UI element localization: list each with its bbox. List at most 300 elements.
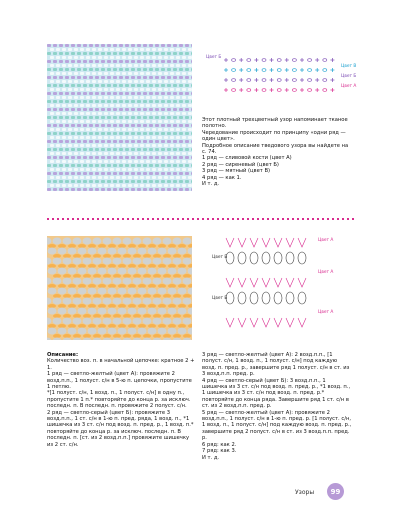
tweed-stitch: [131, 76, 135, 79]
tweed-stitch: [65, 156, 69, 159]
tweed-stitch: [134, 72, 138, 75]
description-line: Этот плотный трехцветный узор напоминает тканое полотно.: [202, 117, 348, 130]
tweed-stitch: [152, 56, 156, 59]
tweed-stitch: [74, 176, 78, 179]
tweed-stitch: [56, 104, 60, 107]
tweed-stitch: [125, 148, 129, 151]
tweed-stitch: [128, 184, 132, 187]
tweed-stitch: [173, 172, 177, 175]
tweed-stitch: [188, 104, 192, 107]
tweed-stitch: [101, 108, 105, 111]
tweed-stitch: [56, 80, 60, 83]
v-stitch-symbol: [262, 318, 270, 327]
tweed-stitch: [128, 88, 132, 91]
tweed-stitch: [185, 116, 189, 119]
yellow-stitch: [158, 244, 166, 248]
tweed-stitch: [182, 184, 186, 187]
tweed-stitch: [164, 112, 168, 115]
bobble-stitch: [58, 248, 67, 255]
bobble-stitch: [113, 298, 122, 305]
tweed-stitch: [188, 48, 192, 51]
tweed-stitch: [56, 112, 60, 115]
instruction-paragraph: Количество воз. п. в начальной цепочке: кратное 2 + 1.: [47, 358, 195, 371]
tweed-stitch: [173, 108, 177, 111]
tweed-stitch: [98, 144, 102, 147]
tweed-stitch: [53, 164, 57, 167]
tweed-stitch: [101, 172, 105, 175]
tweed-stitch: [92, 88, 96, 91]
tweed-stitch: [137, 44, 141, 47]
tweed-stitch: [59, 188, 63, 191]
chain-symbol: [262, 79, 266, 82]
tweed-stitch: [89, 164, 93, 167]
tweed-stitch: [74, 64, 78, 67]
tweed-stitch: [149, 156, 153, 159]
yellow-stitch: [53, 294, 61, 298]
tweed-stitch: [110, 80, 114, 83]
tweed-stitch: [116, 120, 120, 123]
bobble-stitch: [78, 328, 87, 335]
yellow-stitch: [158, 304, 166, 308]
tweed-stitch: [113, 60, 117, 63]
chain-symbol: [247, 69, 251, 72]
tweed-stitch: [92, 72, 96, 75]
tweed-stitch: [50, 152, 54, 155]
tweed-stitch: [173, 52, 177, 55]
tweed-stitch: [158, 136, 162, 139]
tweed-stitch: [65, 116, 69, 119]
tweed-stitch: [104, 144, 108, 147]
tweed-stitch: [152, 120, 156, 123]
yellow-stitch: [133, 294, 141, 298]
tweed-stitch: [116, 136, 120, 139]
tweed-stitch: [161, 172, 165, 175]
tweed-stitch: [119, 172, 123, 175]
top-pattern-description: [202, 117, 352, 187]
chain-symbol: [323, 89, 327, 92]
tweed-stitch: [155, 124, 159, 127]
yellow-stitch: [113, 334, 121, 338]
tweed-stitch: [149, 68, 153, 71]
yellow-stitch: [113, 254, 121, 258]
tweed-stitch: [155, 60, 159, 63]
tweed-stitch: [89, 108, 93, 111]
tweed-stitch: [143, 172, 147, 175]
tweed-stitch: [113, 188, 117, 191]
tweed-stitch: [125, 172, 129, 175]
tweed-stitch: [47, 172, 51, 175]
tweed-stitch: [149, 100, 153, 103]
tweed-stitch: [74, 184, 78, 187]
yellow-stitch: [158, 264, 166, 268]
v-stitch-symbol: [286, 318, 294, 327]
bottom-chart-label-3: Цвет А: [318, 270, 334, 275]
tweed-stitch: [59, 164, 63, 167]
tweed-stitch: [77, 132, 81, 135]
bobble-stitch: [168, 308, 177, 315]
tweed-stitch: [53, 188, 57, 191]
tweed-stitch: [146, 104, 150, 107]
tweed-stitch: [140, 72, 144, 75]
bobble-stitch: [73, 238, 82, 245]
tweed-stitch: [161, 44, 165, 47]
bobble-stitch: [68, 248, 77, 255]
chain-symbol: [277, 89, 281, 92]
yellow-stitch: [73, 254, 81, 258]
tweed-stitch: [110, 72, 114, 75]
tweed-stitch: [146, 96, 150, 99]
tweed-stitch: [110, 112, 114, 115]
bobble-symbol: [298, 252, 306, 264]
bobble-stitch: [123, 318, 132, 325]
tweed-stitch: [140, 176, 144, 179]
tweed-stitch: [146, 80, 150, 83]
tweed-stitch: [152, 128, 156, 131]
tweed-stitch: [89, 60, 93, 63]
tweed-stitch: [137, 100, 141, 103]
instruction-paragraph: 2 ряд — светло-серый (цвет Б): провяжите 3 возд.п.п., 1 ст. с/н в 1-ю п. пред. ряда, 1 возд. п., *1 шишечка из 3 ст. с/н под возд. п. пред. р., 1 возд. п.* повторяйте до конца р. за исключ. последн. п. В последн. п. [ст. из 2 возд.п.п.] провяжите шишечку из 2 ст. с/н.: [47, 409, 194, 448]
yellow-stitch: [153, 274, 161, 278]
tweed-stitch: [113, 76, 117, 79]
tweed-stitch: [62, 152, 66, 155]
tweed-stitch: [122, 128, 126, 131]
tweed-stitch: [80, 176, 84, 179]
tweed-stitch: [167, 92, 171, 95]
tweed-stitch: [152, 80, 156, 83]
bobble-stitch: [93, 278, 102, 285]
bobble-stitch: [103, 298, 112, 305]
tweed-stitch: [137, 140, 141, 143]
yellow-stitch: [93, 334, 101, 338]
tweed-stitch: [65, 76, 69, 79]
tweed-stitch: [158, 128, 162, 131]
chain-symbol: [308, 79, 312, 82]
bobble-symbol: [286, 252, 294, 264]
bobble-stitch: [53, 298, 62, 305]
top-chart-label-1: Цвет Б: [206, 55, 222, 60]
v-stitch-symbol: [274, 238, 282, 247]
tweed-stitch: [122, 48, 126, 51]
yellow-stitch: [183, 334, 191, 338]
tweed-stitch: [113, 164, 117, 167]
tweed-stitch: [179, 92, 183, 95]
bobble-stitch: [178, 288, 187, 295]
bobble-stitch: [158, 328, 167, 335]
tweed-stitch: [86, 48, 90, 51]
tweed-stitch: [146, 136, 150, 139]
bobble-stitch: [88, 328, 97, 335]
tweed-stitch: [74, 128, 78, 131]
tweed-stitch: [62, 104, 66, 107]
yellow-stitch: [98, 284, 106, 288]
tweed-stitch: [110, 88, 114, 91]
tweed-stitch: [80, 168, 84, 171]
tweed-stitch: [188, 176, 192, 179]
tweed-stitch: [47, 132, 51, 135]
tweed-stitch: [80, 72, 84, 75]
tweed-stitch: [161, 140, 165, 143]
bobble-stitch: [128, 248, 137, 255]
tweed-stitch: [134, 184, 138, 187]
yellow-stitch: [93, 294, 101, 298]
bobble-stitch: [143, 278, 152, 285]
tweed-stitch: [125, 180, 129, 183]
tweed-stitch: [116, 128, 120, 131]
tweed-stitch: [143, 148, 147, 151]
tweed-stitch: [161, 60, 165, 63]
tweed-stitch: [140, 56, 144, 59]
tweed-stitch: [185, 148, 189, 151]
tweed-stitch: [98, 72, 102, 75]
tweed-stitch: [125, 156, 129, 159]
tweed-stitch: [188, 72, 192, 75]
tweed-stitch: [92, 112, 96, 115]
tweed-stitch: [92, 128, 96, 131]
row-instruction: 4 ряд — как 1.: [202, 174, 242, 181]
bobble-stitch: [128, 328, 137, 335]
tweed-stitch: [56, 176, 60, 179]
tweed-stitch: [104, 128, 108, 131]
tweed-stitch: [134, 160, 138, 163]
tweed-stitch: [95, 76, 99, 79]
tweed-stitch: [68, 104, 72, 107]
tweed-stitch: [167, 124, 171, 127]
chain-symbol: [277, 79, 281, 82]
bobble-stitch: [133, 238, 142, 245]
yellow-stitch: [83, 334, 91, 338]
tweed-stitch: [92, 96, 96, 99]
tweed-stitch: [89, 124, 93, 127]
bobble-stitch: [78, 288, 87, 295]
instruction-paragraph: 3 ряд — светло-желтый (цвет А): 2 возд.п.п., [1 полуст. с/н, 1 возд. п., 1 полуст. с/н] под каждую возд. п. пред. р., завершите ряд 1 полуст. с/н в ст. из 3 возд.п.п. пред. р.: [202, 352, 350, 378]
tweed-stitch: [65, 148, 69, 151]
tweed-stitch: [176, 176, 180, 179]
tweed-stitch: [176, 160, 180, 163]
yellow-stitch: [143, 314, 151, 318]
tweed-stitch: [50, 88, 54, 91]
bobble-stitch: [63, 298, 72, 305]
yellow-stitch: [78, 284, 86, 288]
tweed-stitch: [80, 48, 84, 51]
tweed-stitch: [155, 156, 159, 159]
v-stitch-symbol: [238, 318, 246, 327]
yellow-stitch: [78, 324, 86, 328]
tweed-stitch: [83, 84, 87, 87]
tweed-stitch: [74, 96, 78, 99]
tweed-stitch: [128, 112, 132, 115]
yellow-stitch: [163, 254, 171, 258]
tweed-stitch: [146, 112, 150, 115]
bobble-stitch: [173, 238, 182, 245]
tweed-stitch: [59, 68, 63, 71]
tweed-stitch: [119, 68, 123, 71]
bobble-stitch: [173, 258, 182, 265]
v-stitch-symbol: [226, 318, 234, 327]
tweed-stitch: [77, 148, 81, 151]
tweed-stitch: [122, 104, 126, 107]
yellow-stitch: [63, 274, 71, 278]
tweed-stitch: [59, 148, 63, 151]
tweed-stitch: [137, 116, 141, 119]
tweed-stitch: [155, 132, 159, 135]
tweed-stitch: [107, 124, 111, 127]
tweed-stitch: [140, 152, 144, 155]
tweed-stitch: [182, 136, 186, 139]
top-chart-label-4: Цвет А: [341, 84, 357, 89]
tweed-stitch: [161, 68, 165, 71]
v-stitch-symbol: [238, 238, 246, 247]
tweed-stitch: [140, 104, 144, 107]
tweed-stitch: [59, 132, 63, 135]
bobble-symbol: [262, 252, 270, 264]
yellow-stitch: [48, 284, 56, 288]
tweed-stitch: [59, 180, 63, 183]
tweed-stitch: [47, 92, 51, 95]
tweed-stitch: [164, 64, 168, 67]
chain-symbol: [277, 59, 281, 62]
tweed-stitch: [80, 184, 84, 187]
tweed-stitch: [158, 64, 162, 67]
tweed-stitch: [164, 80, 168, 83]
bobble-stitch: [108, 268, 117, 275]
chain-symbol: [292, 59, 296, 62]
tweed-stitch: [161, 52, 165, 55]
v-stitch-symbol: [262, 278, 270, 287]
yellow-stitch: [138, 264, 146, 268]
bobble-stitch: [98, 308, 107, 315]
tweed-stitch: [74, 120, 78, 123]
tweed-stitch: [140, 128, 144, 131]
tweed-stitch: [50, 184, 54, 187]
tweed-stitch: [50, 120, 54, 123]
tweed-stitch: [122, 136, 126, 139]
bobble-stitch: [183, 278, 192, 285]
tweed-stitch: [149, 108, 153, 111]
tweed-stitch: [143, 140, 147, 143]
tweed-stitch: [170, 64, 174, 67]
chain-symbol: [232, 69, 236, 72]
tweed-stitch: [140, 96, 144, 99]
yellow-stitch: [93, 314, 101, 318]
tweed-stitch: [182, 176, 186, 179]
tweed-stitch: [101, 60, 105, 63]
yellow-stitch: [128, 324, 136, 328]
tweed-stitch: [155, 76, 159, 79]
tweed-stitch: [95, 172, 99, 175]
tweed-stitch: [185, 188, 189, 191]
tweed-stitch: [83, 76, 87, 79]
bobble-stitch: [168, 268, 177, 275]
chain-symbol: [247, 79, 251, 82]
bobble-stitch: [73, 278, 82, 285]
tweed-stitch: [62, 128, 66, 131]
yellow-stitch: [108, 244, 116, 248]
tweed-stitch: [65, 84, 69, 87]
tweed-stitch: [74, 144, 78, 147]
tweed-stitch: [158, 120, 162, 123]
tweed-stitch: [149, 92, 153, 95]
yellow-stitch: [118, 284, 126, 288]
tweed-stitch: [182, 56, 186, 59]
tweed-stitch: [107, 164, 111, 167]
bobble-stitch: [48, 268, 57, 275]
chain-symbol: [308, 59, 312, 62]
tweed-stitch: [143, 116, 147, 119]
tweed-stitch: [80, 160, 84, 163]
tweed-stitch: [185, 140, 189, 143]
bobble-stitch: [58, 288, 67, 295]
tweed-stitch: [116, 176, 120, 179]
yellow-stitch: [83, 314, 91, 318]
yellow-stitch: [113, 294, 121, 298]
chain-symbol: [323, 79, 327, 82]
tweed-stitch: [113, 140, 117, 143]
yellow-stitch: [143, 254, 151, 258]
tweed-stitch: [164, 168, 168, 171]
tweed-stitch: [188, 184, 192, 187]
tweed-stitch: [158, 72, 162, 75]
tweed-stitch: [101, 116, 105, 119]
tweed-stitch: [176, 128, 180, 131]
tweed-stitch: [122, 80, 126, 83]
tweed-stitch: [131, 164, 135, 167]
tweed-stitch: [68, 176, 72, 179]
tweed-stitch: [95, 68, 99, 71]
tweed-stitch: [74, 48, 78, 51]
tweed-stitch: [182, 168, 186, 171]
yellow-stitch: [118, 244, 126, 248]
tweed-stitch: [89, 132, 93, 135]
tweed-stitch: [134, 80, 138, 83]
tweed-stitch: [146, 120, 150, 123]
yellow-stitch: [103, 314, 111, 318]
tweed-stitch: [86, 104, 90, 107]
tweed-stitch: [104, 168, 108, 171]
tweed-stitch: [128, 160, 132, 163]
tweed-stitch: [104, 48, 108, 51]
tweed-stitch: [185, 100, 189, 103]
tweed-stitch: [152, 136, 156, 139]
bobble-stitch: [103, 238, 112, 245]
tweed-stitch: [116, 144, 120, 147]
tweed-stitch: [149, 44, 153, 47]
bottom-left-instructions: [47, 352, 195, 448]
tweed-stitch: [146, 152, 150, 155]
tweed-stitch: [173, 148, 177, 151]
tweed-stitch: [62, 168, 66, 171]
tweed-stitch: [113, 100, 117, 103]
yellow-stitch: [73, 274, 81, 278]
tweed-stitch: [134, 112, 138, 115]
tweed-stitch: [140, 136, 144, 139]
tweed-stitch: [86, 120, 90, 123]
tweed-stitch: [140, 88, 144, 91]
tweed-stitch: [119, 188, 123, 191]
tweed-stitch: [62, 160, 66, 163]
row-instruction: 2 ряд — сиреневый (цвет Б): [202, 161, 279, 168]
tweed-stitch: [170, 136, 174, 139]
tweed-stitch: [131, 92, 135, 95]
tweed-stitch: [83, 172, 87, 175]
tweed-stitch: [47, 188, 51, 191]
tweed-stitch: [131, 84, 135, 87]
tweed-stitch: [182, 48, 186, 51]
tweed-stitch: [146, 56, 150, 59]
yellow-stitch: [158, 324, 166, 328]
bobble-stitch: [73, 258, 82, 265]
tweed-stitch: [68, 152, 72, 155]
bottom-chart-label-4: Цвет Б: [212, 296, 228, 301]
